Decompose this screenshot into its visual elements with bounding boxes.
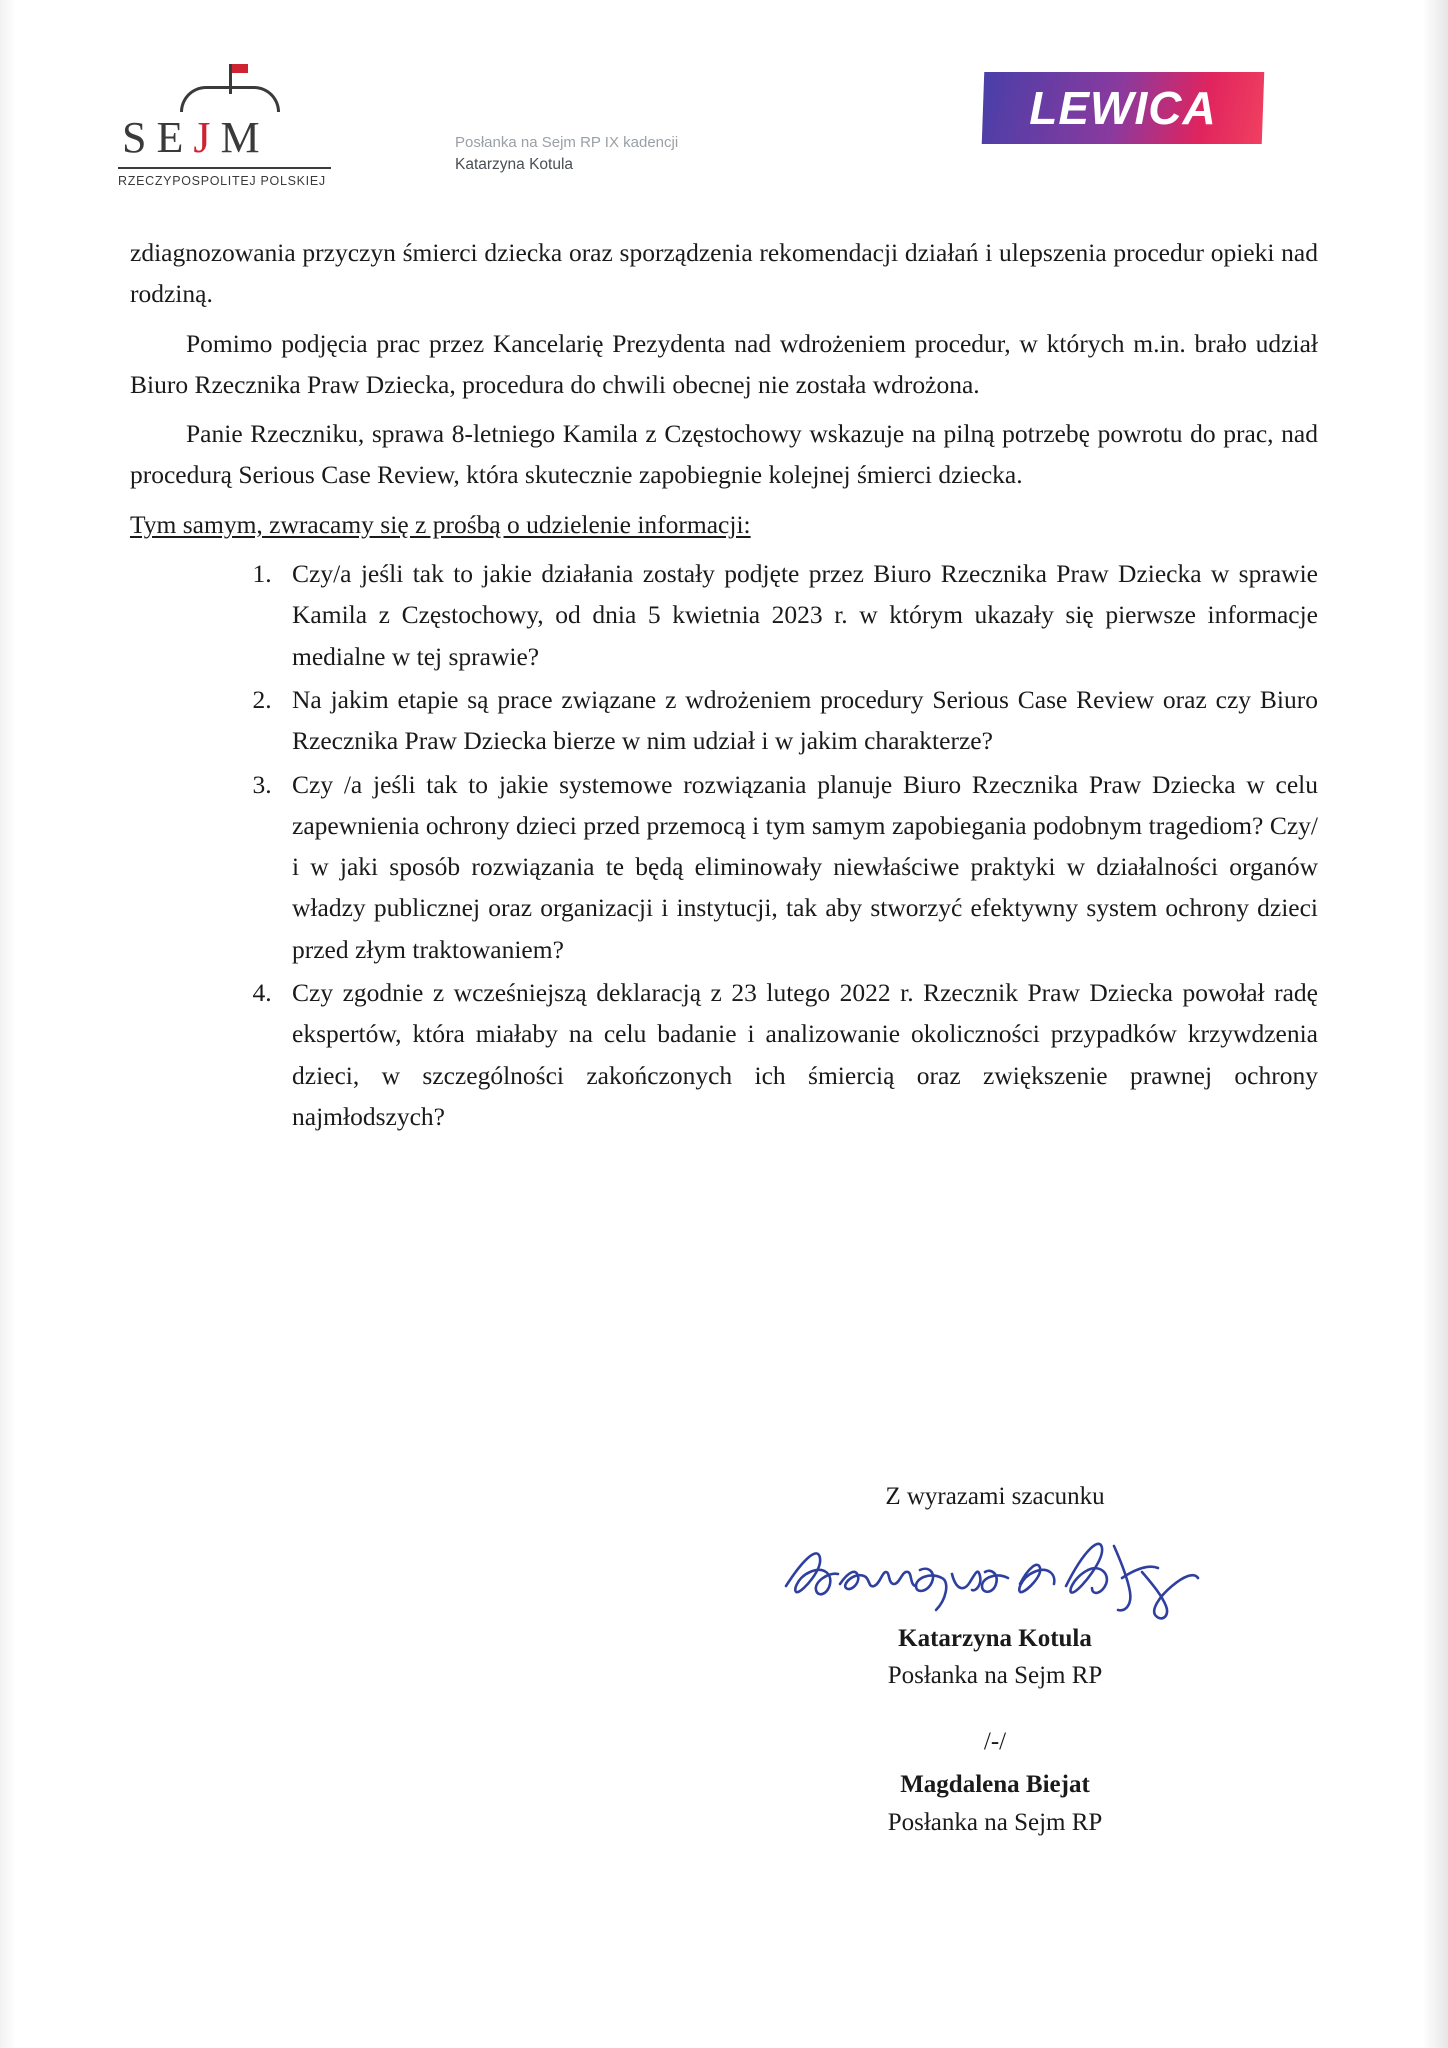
questions-list (130, 553, 1318, 1137)
sejm-wordmark (118, 112, 333, 163)
paragraph-continuation: zdiagnozowania przyczyn śmierci dziecka oraz sporządzenia rekomendacji działań i ulepszenia procedur opieki nad rodziną. (130, 238, 1318, 309)
handwritten-signature (760, 1534, 1230, 1626)
signature-role-2: Posłanka na Sejm RP (887, 1808, 1103, 1836)
signature-name-1: Katarzyna Kotula (898, 1624, 1092, 1652)
sejm-logo-subtitle: RZECZYPOSPOLITEJ POLSKIEJ (118, 174, 326, 188)
signature-block (760, 1478, 1230, 1841)
list-item: 3. Czy /a jeśli tak to jakie systemowe rozwiązania planuje Biuro Rzecznika Praw Dziecka w celu zapewnienia ochrony dzieci przed przemocą i tym samym zapobiegania podobnym tragediom? Czy/ i w jaki sposób rozwiązania te będą eliminowały niewłaściwe praktyki w działalności organów władzy publicznej oraz organizacji i instytucji, tak aby stworzyć efektywny system ochrony dzieci przed złym traktowaniem? (278, 764, 1318, 970)
sejm-wordmark-part-1: SE (122, 113, 194, 162)
sejm-logo (118, 62, 333, 188)
list-item: 4. Czy zgodnie z wcześniejszą deklaracją z 23 lutego 2022 r. Rzecznik Praw Dziecka powołał radę ekspertów, która miałaby na celu badanie i analizowanie okoliczności przypadków krzywdzenia dzieci, w szczególności zakończonych ich śmiercią oraz zwiększenie prawnej ochrony najmłodszych? (278, 972, 1318, 1137)
header-person-role: Posłanka na Sejm RP IX kadencji (455, 134, 679, 151)
header-person-block (455, 132, 678, 176)
header-person-name: Katarzyna Kotula (455, 155, 574, 173)
signature-name-2: Magdalena Biejat (900, 1771, 1090, 1798)
request-heading: Tym samym, zwracamy się z prośbą o udzielenie informacji: (130, 509, 751, 539)
logo-divider (118, 167, 331, 169)
paragraph: Pomimo podjęcia prac przez Kancelarię Prezydenta nad wdrożeniem procedur, w których m.in. brało udział Biuro Rzecznika Praw Dziecka, procedura do chwili obecnej nie została wdrożona. (130, 328, 1318, 399)
letter-body (130, 232, 1318, 1139)
sejm-wordmark-part-3: M (220, 113, 270, 162)
signature-role-1: Posłanka na Sejm RP (887, 1662, 1103, 1689)
sejm-crest-icon (180, 62, 280, 110)
lewica-logo (982, 72, 1265, 144)
signature-ink-icon (770, 1528, 1210, 1624)
lewica-logo-label: LEWICA (1029, 82, 1217, 134)
list-item: 1. Czy/a jeśli tak to jakie działania zostały podjęte przez Biuro Rzecznika Praw Dziecka w sprawie Kamila z Częstochowy, od dnia 5 kwietnia 2023 r. w którym ukazały się pierwsze informacje medialne w tej sprawie? (278, 553, 1318, 677)
letterhead (0, 0, 1448, 230)
list-item: 2. Na jakim etapie są prace związane z wdrożeniem procedury Serious Case Review oraz czy Biuro Rzecznika Praw Dziecka bierze w nim udział i w jakim charakterze? (278, 679, 1318, 762)
signature-separator: /-/ (983, 1727, 1007, 1755)
paragraph: Panie Rzeczniku, sprawa 8-letniego Kamila z Częstochowy wskazuje na pilną potrzebę powrotu do prac, nad procedurą Serious Case Review, która skutecznie zapobiegnie kolejnej śmierci dziecka. (130, 419, 1318, 490)
sejm-wordmark-part-2: J (193, 113, 221, 162)
signature-greeting: Z wyrazami szacunku (885, 1483, 1105, 1510)
